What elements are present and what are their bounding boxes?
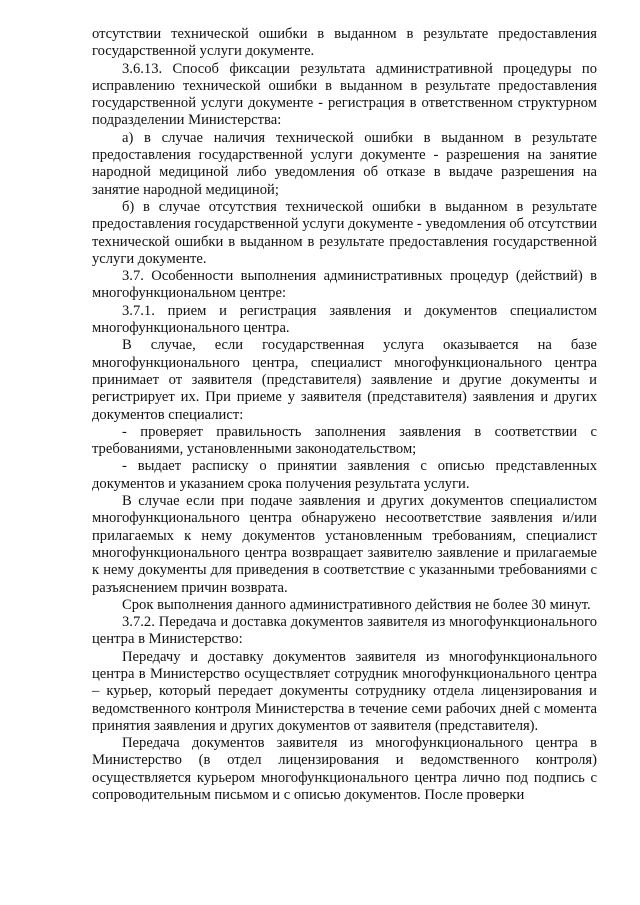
- document-page: [92, 26, 597, 804]
- paragraph-courier-delivery: Передачу и доставку документов заявителя из многофункционального центра в Министерство осуществляет сотрудник многофункционального центра – курьер, который передает документы сотруднику отдела лицензирования и ведомственного контроля Министерства в течение семи рабочих дней с момента принятия заявления и других документов от заявителя (представителя).: [92, 648, 597, 734]
- paragraph-continuation: отсутствии технической ошибки в выданном в результате предоставления государственной услуги документе.: [92, 26, 597, 60]
- paragraph-3-7-2: 3.7.2. Передача и доставка документов заявителя из многофункционального центра в Министерство:: [92, 614, 597, 648]
- paragraph-3-7: 3.7. Особенности выполнения административных процедур (действий) в многофункциональном центре:: [92, 268, 597, 302]
- paragraph-duration: Срок выполнения данного административного действия не более 30 минут.: [122, 596, 591, 613]
- paragraph-3-7-1: 3.7.1. прием и регистрация заявления и документов специалистом многофункционального центра.: [92, 302, 597, 337]
- paragraph-item-b: б) в случае отсутствия технической ошибки в выданном в результате предоставления государственной услуги документе - уведомления об отсутствии технической ошибки в выданном в результате предоставления государственной услуги документе.: [92, 198, 597, 267]
- paragraph-item-a: а) в случае наличия технической ошибки в выданном в результате предоставления государственной услуги документе - разрешения на занятие народной медициной либо уведомления об отказе в выдаче разрешения на занятие народной медициной;: [92, 129, 597, 198]
- paragraph-mfc-reception: В случае, если государственная услуга оказывается на базе многофункционального центра, специалист многофункционального центра принимает от заявителя (представителя) заявление и другие документы и регистрирует их. При приеме у заявителя (представителя) заявления и других документов специалист:: [92, 337, 597, 423]
- paragraph-3-6-13: 3.6.13. Способ фиксации результата административной процедуры по исправлению технической ошибки в выданном в результате предоставления государственной услуги документе - регистрация в ответственном структурном подразделении Министерства:: [92, 60, 597, 129]
- paragraph-bullet-receipt: - выдает расписку о принятии заявления с описью представленных документов и указанием срока получения результата услуги.: [92, 458, 597, 492]
- paragraph-transfer-procedure: Передача документов заявителя из многофункционального центра в Министерство (в отдел лицензирования и ведомственного контроля) осуществляется курьером многофункционального центра лично под подпись с сопроводительным письмом и с описью документов. После проверки: [92, 735, 597, 804]
- paragraph-bullet-check: - проверяет правильность заполнения заявления в соответствии с требованиями, установленными законодательством;: [92, 423, 597, 458]
- paragraph-mismatch-return: В случае если при подаче заявления и других документов специалистом многофункционального центра обнаружено несоответствие заявления и/или прилагаемых к нему документов установленным требованиям, специалист многофункционального центра возвращает заявителю заявление и прилагаемые к нему документы для приведения в соответствие с указанными требованиями с разъяснением причин возврата.: [92, 493, 597, 596]
